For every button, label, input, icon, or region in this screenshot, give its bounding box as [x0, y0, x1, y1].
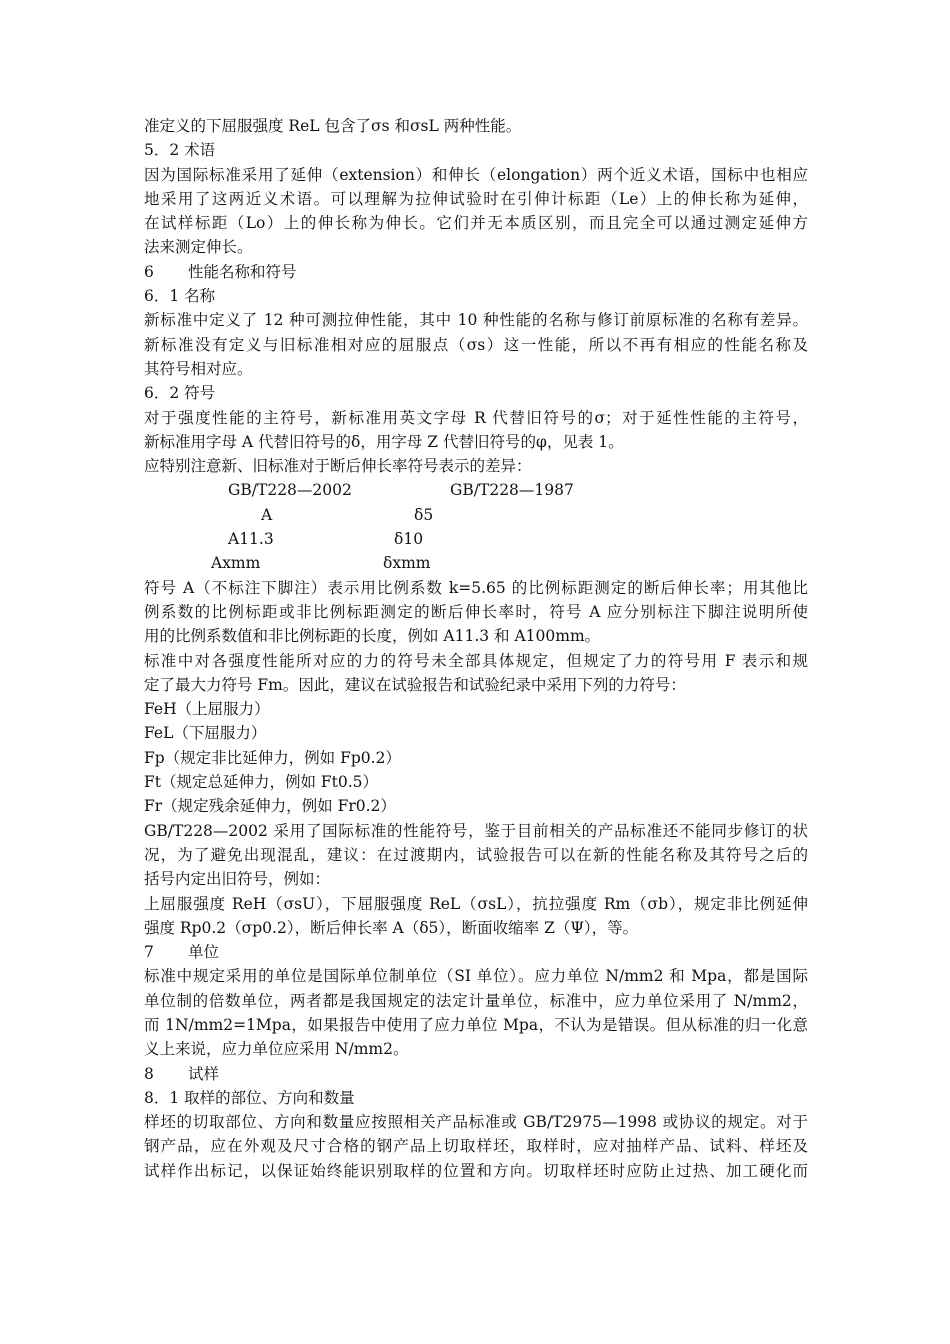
table-header-cell: GB/T228—2002 [228, 481, 352, 500]
text-line: 钢产品，应在外观及尺寸合格的钢产品上切取样坯，取样时，应对抽样产品、试料、样坯及 [144, 1137, 808, 1156]
table-row [144, 551, 808, 575]
text-line: 其符号相对应。 [144, 359, 253, 378]
list-item: Fp（规定非比延伸力，例如 Fp0.2） [144, 748, 401, 767]
section-heading [144, 940, 808, 964]
text-line: 准定义的下屈服强度 ReL 包含了σs 和σsL 两种性能。 [144, 117, 522, 135]
text-line: 应特别注意新、旧标准对于断后伸长率符号表示的差异： [144, 457, 532, 476]
text-line: 括号内定出旧符号，例如： [144, 870, 331, 889]
text-line: 在试样标距（Lo）上的伸长称为伸长。它们并无本质区别，而且完全可以通过测定延伸方 [144, 214, 808, 233]
text-line: 标准中规定采用的单位是国际单位制单位（SI 单位）。应力单位 N/mm2 和 Mpa，都是国际 [144, 967, 808, 986]
table-header-cell: GB/T228—1987 [450, 481, 574, 500]
text-line: 况，为了避免出现混乱，建议：在过渡期内，试验报告可以在新的性能名称及其符号之后的 [144, 845, 808, 864]
text-line: 用的比例系数值和非比例标距的长度，例如 A11.3 和 A100mm。 [144, 627, 601, 646]
text-line: 法来测定伸长。 [144, 238, 253, 257]
text-line: 新标准没有定义与旧标准相对应的屈服点（σs）这一性能，所以不再有相应的性能名称及 [144, 335, 808, 354]
table-row [144, 527, 808, 551]
text-line: 上屈服强度 ReH（σsU），下屈服强度 ReL（σsL），抗拉强度 Rm（σb），规定非比例延伸 [144, 894, 808, 913]
list-item: Fr（规定残余延伸力，例如 Fr0.2） [144, 797, 396, 816]
symbol-comparison-table [144, 478, 808, 575]
table-row [144, 503, 808, 527]
section-heading: 5．2 术语 [144, 141, 216, 160]
text-line: 强度 Rp0.2（σp0.2），断后伸长率 A（δ5），断面收缩率 Z（Ψ），等。 [144, 918, 639, 937]
text-line: 因为国际标准采用了延伸（extension）和伸长（elongation）两个近义术语，国标中也相应 [144, 165, 808, 184]
section-title: 试样 [188, 1064, 220, 1083]
section-heading [144, 1062, 808, 1086]
text-line: 而 1N/mm2=1Mpa，如果报告中使用了应力单位 Mpa，不认为是错误。但从标准的归一化意 [144, 1015, 808, 1034]
table-cell: Axmm [211, 554, 261, 573]
text-line: 对于强度性能的主符号，新标准用英文字母 R 代替旧符号的σ；对于延性性能的主符号， [144, 408, 808, 427]
table-header-row [144, 478, 808, 502]
text-line: GB/T228—2002 采用了国际标准的性能符号，鉴于目前相关的产品标准还不能同步修订的状 [144, 821, 808, 840]
text-line: 单位制的倍数单位，两者都是我国规定的法定计量单位，标准中，应力单位采用了 N/mm2， [144, 991, 808, 1010]
table-cell: A11.3 [228, 530, 274, 549]
section-heading: 8．1 取样的部位、方向和数量 [144, 1088, 355, 1107]
document-body [144, 114, 808, 1183]
section-number: 7 [144, 943, 154, 962]
text-line: 试样作出标记，以保证始终能识别取样的位置和方向。切取样坯时应防止过热、加工硬化而 [144, 1161, 808, 1180]
section-number: 6 [144, 262, 154, 281]
text-line: 符号 A（不标注下脚注）表示用比例系数 k=5.65 的比例标距测定的断后伸长率；用其他比 [144, 578, 808, 597]
section-heading: 6．1 名称 [144, 287, 216, 306]
text-line: 样坯的切取部位、方向和数量应按照相关产品标准或 GB/T2975—1998 或协议的规定。对于 [144, 1113, 808, 1132]
section-title: 性能名称和符号 [188, 262, 297, 281]
list-item: Ft（规定总延伸力，例如 Ft0.5） [144, 773, 379, 792]
text-line: 地采用了这两近义术语。可以理解为拉伸试验时在引伸计标距（Le）上的伸长称为延伸， [144, 189, 808, 208]
table-cell: δxmm [383, 554, 431, 573]
table-cell: A [261, 505, 273, 524]
section-heading: 6．2 符号 [144, 384, 216, 403]
table-cell: δ5 [414, 505, 434, 524]
table-cell: δ10 [394, 530, 424, 549]
list-item: FeL（下屈服力） [144, 724, 267, 743]
text-line: 新标准中定义了 12 种可测拉伸性能，其中 10 种性能的名称与修订前原标准的名称有差异。 [144, 311, 808, 330]
text-line: 例系数的比例标距或非比例标距测定的断后伸长率时，符号 A 应分别标注下脚注说明所使 [144, 602, 808, 621]
list-item: FeH（上屈服力） [144, 700, 270, 719]
section-title: 单位 [188, 943, 220, 962]
section-heading [144, 260, 808, 284]
text-line: 标准中对各强度性能所对应的力的符号未全部具体规定，但规定了力的符号用 F 表示和规 [144, 651, 808, 670]
text-line: 新标准用字母 A 代替旧符号的δ，用字母 Z 代替旧符号的φ，见表 1。 [144, 432, 624, 451]
section-number: 8 [144, 1064, 154, 1083]
text-line: 定了最大力符号 Fm。因此，建议在试验报告和试验纪录中采用下列的力符号： [144, 675, 686, 694]
text-line: 义上来说，应力单位应采用 N/mm2。 [144, 1040, 409, 1059]
